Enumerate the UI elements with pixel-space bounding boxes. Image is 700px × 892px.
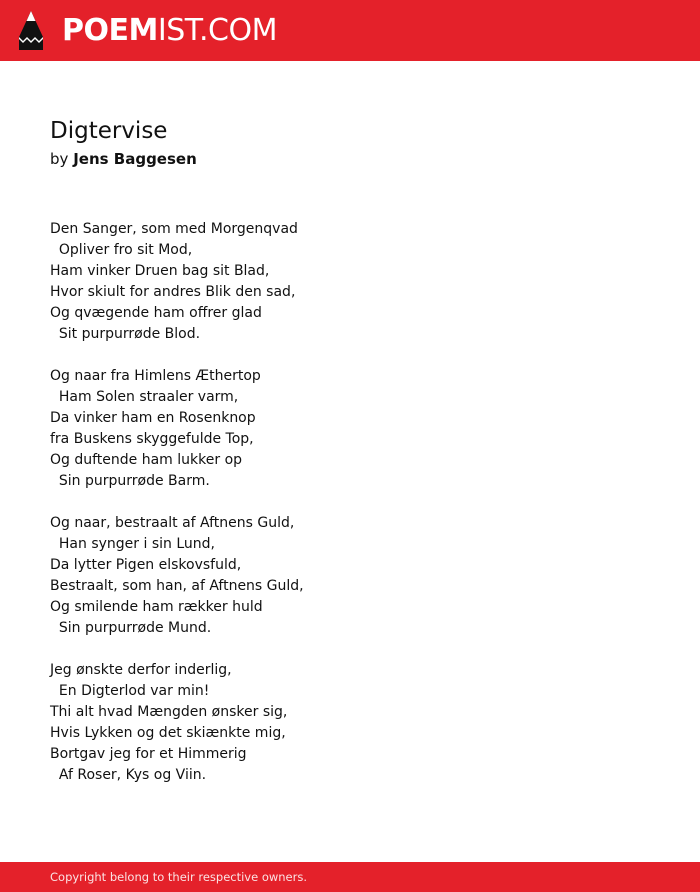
poem-line: Da vinker ham en Rosenknop	[50, 410, 256, 426]
site-logo[interactable]	[62, 12, 277, 50]
poem-line: Og duftende ham lukker op	[50, 452, 243, 468]
poem-line: Bestraalt, som han, af Aftnens Guld,	[50, 578, 304, 594]
poem-line: Den Sanger, som med Morgenqvad	[50, 221, 298, 237]
poem-line: Sin purpurrøde Barm.	[50, 473, 210, 489]
poem-line: Sin purpurrøde Mund.	[50, 620, 212, 636]
poem-line: Opliver fro sit Mod,	[50, 242, 193, 258]
poem-line: Hvis Lykken og det skiænkte mig,	[50, 725, 286, 741]
poem-line: Hvor skiult for andres Blik den sad,	[50, 284, 296, 300]
poem-line: Og naar fra Himlens Æthertop	[50, 368, 261, 384]
stanza	[50, 513, 650, 639]
poem-line: Thi alt hvad Mængden ønsker sig,	[50, 704, 288, 720]
poem-line: fra Buskens skyggefulde Top,	[50, 431, 254, 447]
poem-line: Sit purpurrøde Blod.	[50, 326, 201, 342]
poem-line: Og smilende ham rækker huld	[50, 599, 263, 615]
poem-line: Ham Solen straaler varm,	[50, 389, 239, 405]
site-footer	[0, 862, 700, 892]
stanza	[50, 366, 650, 492]
logo-light-text: IST.COM	[157, 13, 277, 48]
poem-line: Af Roser, Kys og Viin.	[50, 767, 207, 783]
stanza	[50, 660, 650, 786]
poem-line: Ham vinker Druen bag sit Blad,	[50, 263, 270, 279]
poem-line: Og qvægende ham offrer glad	[50, 305, 262, 321]
pencil-tip-icon	[18, 10, 44, 51]
copyright-notice: Copyright belong to their respective owners.	[50, 870, 308, 884]
logo-bold-text: POEM	[62, 13, 158, 48]
site-header	[0, 0, 700, 61]
stanza	[50, 219, 650, 345]
poem-line: En Digterlod var min!	[50, 683, 210, 699]
poem-line: Jeg ønskte derfor inderlig,	[50, 662, 232, 678]
poem-author: Jens Baggesen	[73, 150, 197, 168]
poem-line: Og naar, bestraalt af Aftnens Guld,	[50, 515, 295, 531]
poem-line: Han synger i sin Lund,	[50, 536, 215, 552]
byline	[50, 149, 197, 169]
poem-line: Bortgav jeg for et Himmerig	[50, 746, 247, 762]
poem-line: Da lytter Pigen elskovsfuld,	[50, 557, 242, 573]
poem-title: Digtervise	[50, 118, 168, 144]
poem-body	[50, 219, 650, 807]
byline-prefix: by	[50, 150, 69, 168]
